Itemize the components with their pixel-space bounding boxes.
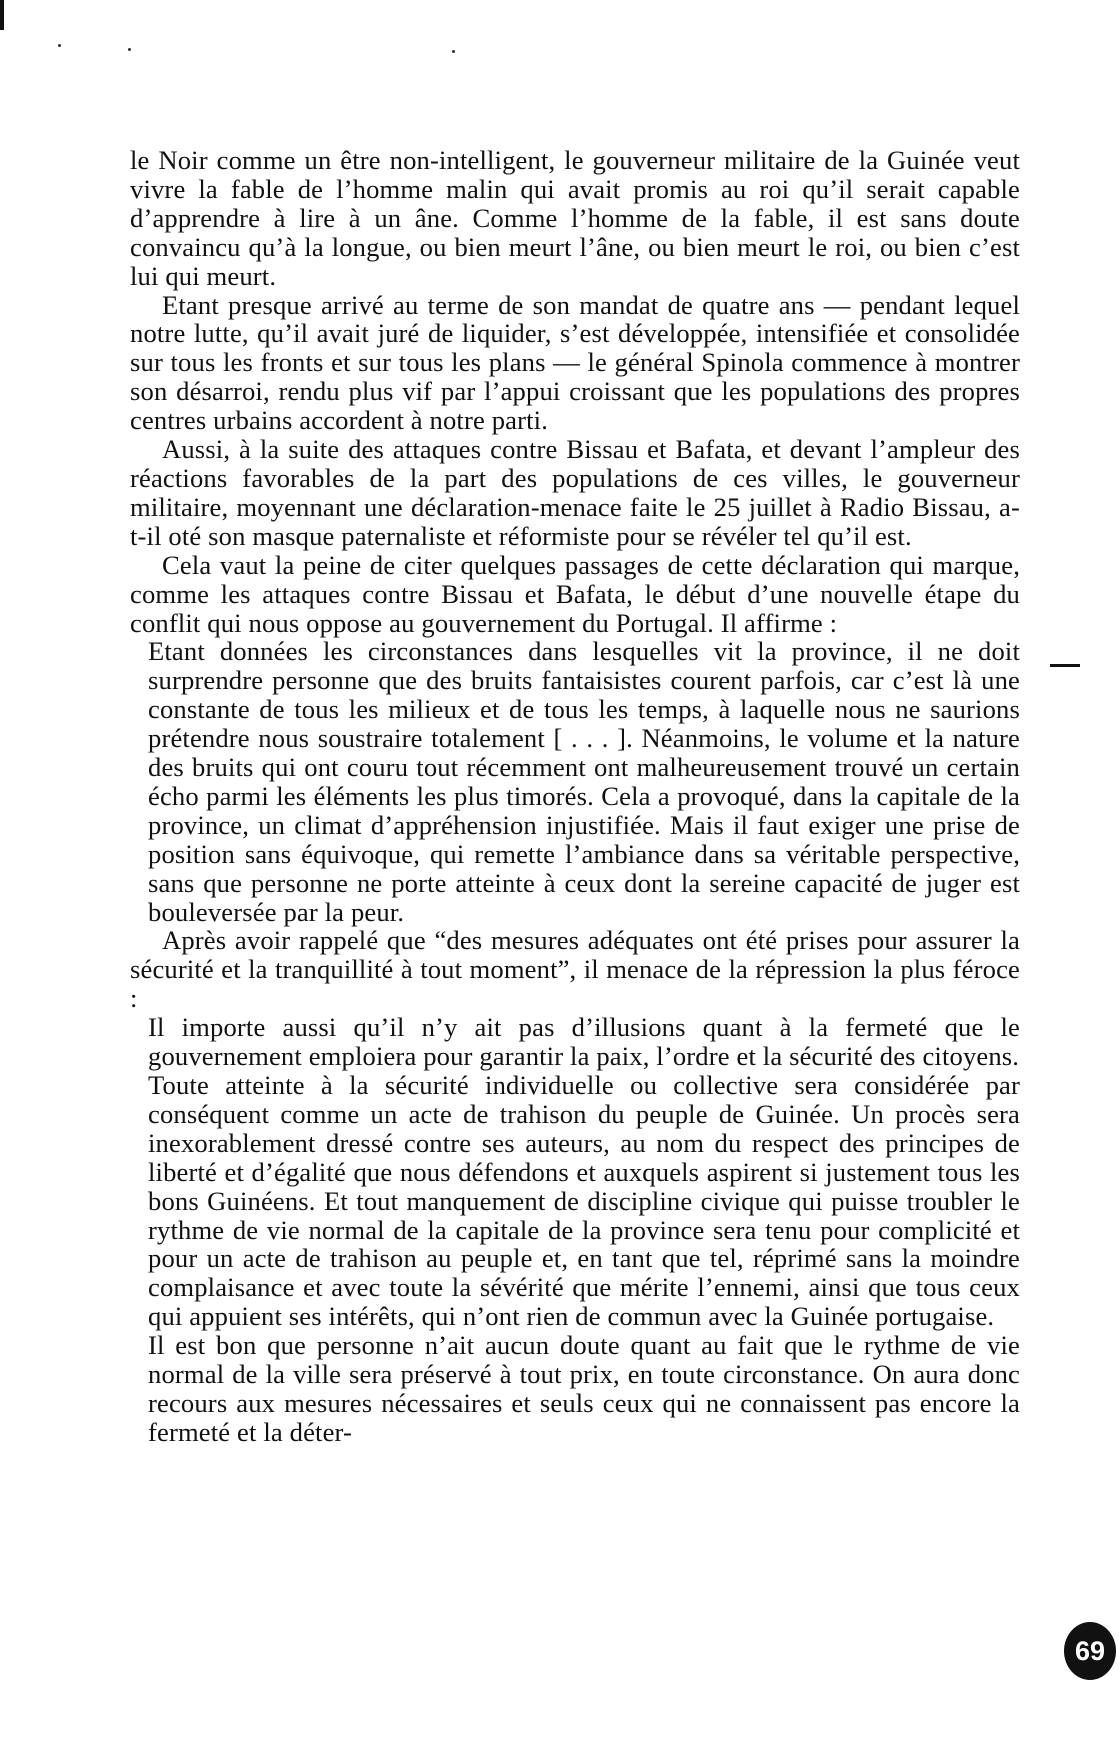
scan-speck	[128, 48, 131, 51]
paragraph-3: Aussi, à la suite des attaques contre Bissau et Bafata, et devant l’ampleur des réactions favorables de la part des populations de ces villes, le gouverneur militaire, moyennant une déclaration-menace faite le 25 juillet à Radio Bissau, a-t-il oté son masque paternaliste et réformiste pour se révéler tel qu’il est.	[130, 434, 1020, 551]
quote-2: Il importe aussi qu’il n’y ait pas d’illusions quant à la fermeté que le gouvernement emploiera pour garantir la paix, l’ordre et la sécurité des citoyens.	[148, 1012, 1020, 1072]
quote-4: Il est bon que personne n’ait aucun doute quant au fait que le rythme de vie normal de la ville sera préservé à tout prix, en toute circonstance. On aura donc recours aux mesures nécessaires et seuls ceux qui ne connaissent pas encore la fermeté et la déter-	[148, 1330, 1020, 1447]
scan-speck	[58, 44, 61, 47]
quote-1: Etant données les circonstances dans lesquelles vit la province, il ne doit surprendre personne que des bruits fantaisistes courent parfois, car c’est là une constante de tous les milieux et de tous les temps, à laquelle nous ne saurions prétendre nous soustraire totalement [ . . . ]. Néanmoins, le volume et la nature des bruits qui ont couru tout récemment ont malheureusement trouvé un certain écho parmi les éléments les plus timorés. Cela a provoqué, dans la capitale de la province, un climat d’appréhension injustifiée. Mais il faut exiger une prise de position sans équivoque, qui remette l’ambiance dans sa véritable perspective, sans que personne ne porte atteinte à ceux dont la sereine capacité de juger est bouleversée par la peur.	[148, 636, 1020, 927]
paragraph-4: Cela vaut la peine de citer quelques passages de cette déclaration qui marque, comme les attaques contre Bissau et Bafata, le début d’une nouvelle étape du conflit qui nous oppose au gouvernement du Portugal. Il affirme :	[130, 549, 1020, 638]
margin-dash-mark	[1050, 664, 1080, 667]
scan-edge-mark	[0, 0, 4, 30]
scan-speck	[452, 50, 455, 53]
paragraph-1: le Noir comme un être non-intelligent, le gouverneur militaire de la Guinée veut vivre la fable de l’homme malin qui avait promis au roi qu’il serait capable d’apprendre à lire à un âne. Comme l’homme de la fable, il est sans doute convaincu qu’à la longue, ou bien meurt l’âne, ou bien meurt le roi, ou bien c’est lui qui meurt.	[130, 145, 1020, 291]
page-number-badge: 69	[1064, 1622, 1116, 1680]
page-text	[130, 146, 1020, 1447]
quote-3: Toute atteinte à la sécurité individuelle ou collective sera considérée par conséquent comme un acte de trahison du peuple de Guinée. Un procès sera inexorablement dressé contre ses auteurs, au nom du respect des principes de liberté et d’égalité que nous défendons et auxquels aspirent si justement tous les bons Guinéens. Et tout manquement de discipline civique qui puisse troubler le rythme de vie normal de la capitale de la province sera tenu pour complicité et pour un acte de trahison au peuple et, en tant que tel, réprimé sans la moindre complaisance et avec toute la sévérité que mérite l’ennemi, ainsi que tous ceux qui appuient ses intérêts, qui n’ont rien de commun avec la Guinée portugaise.	[148, 1070, 1020, 1332]
paragraph-5: Après avoir rappelé que “des mesures adéquates ont été prises pour assurer la sécurité et la tranquillité à tout moment”, il menace de la répression la plus féroce :	[130, 925, 1020, 1014]
paragraph-2: Etant presque arrivé au terme de son mandat de quatre ans — pendant lequel notre lutte, qu’il avait juré de liquider, s’est développée, intensifiée et consolidée sur tous les fronts et sur tous les plans — le général Spinola commence à montrer son désarroi, rendu plus vif par l’appui croissant que les populations des propres centres urbains accordent à notre parti.	[130, 289, 1020, 436]
